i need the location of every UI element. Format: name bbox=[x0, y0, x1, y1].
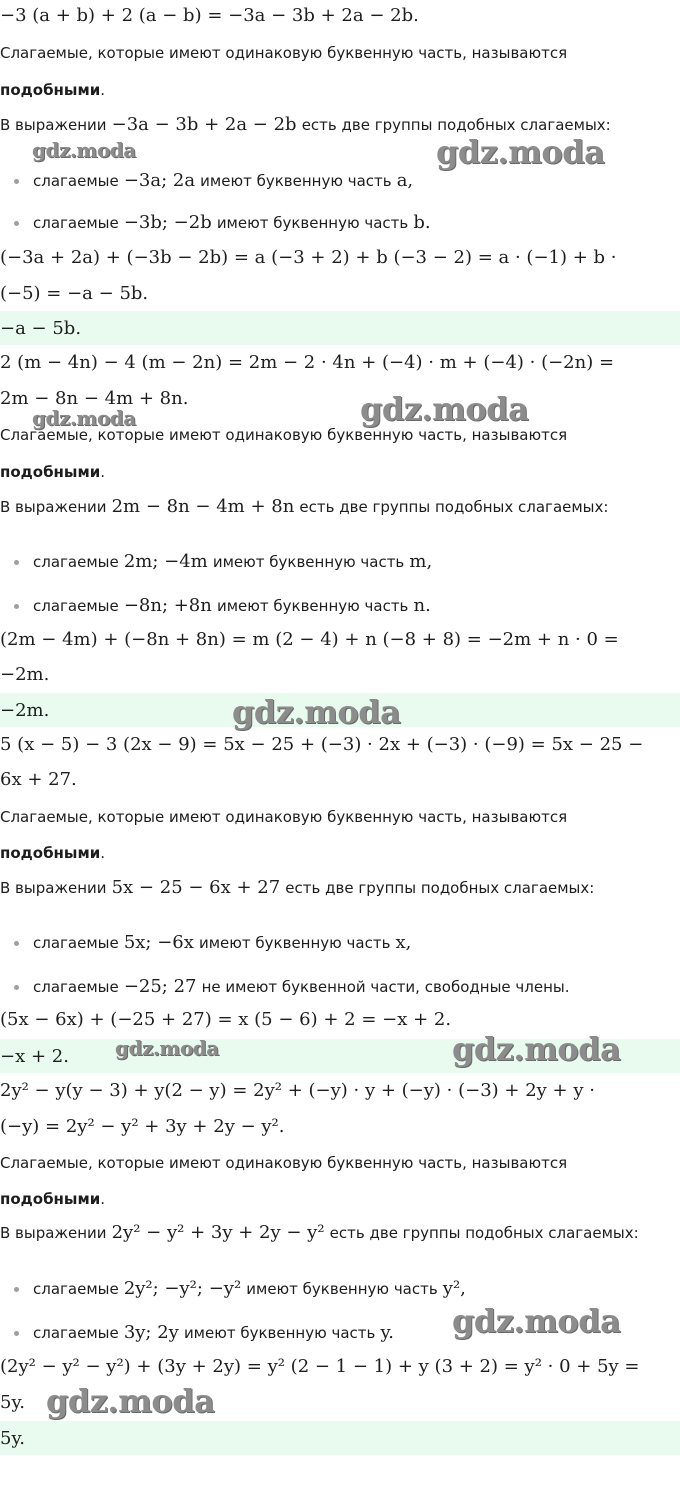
groups-expression: 2m − 8n − 4m + 8n bbox=[111, 496, 295, 517]
period: . bbox=[100, 81, 106, 99]
b4-groups-line bbox=[0, 1222, 680, 1243]
item-description: не имеют буквенной части, свободные члены. bbox=[201, 978, 570, 996]
groups-suffix: есть две группы подобных слагаемых: bbox=[301, 116, 611, 134]
b1-terms-definition: Слагаемые, которые имеют одинаковую буквенную часть, называются bbox=[0, 44, 568, 62]
watermark: gdz.moda bbox=[32, 406, 136, 430]
b2-similar-word bbox=[0, 463, 680, 481]
b2-groups-line bbox=[0, 496, 680, 517]
period: . bbox=[100, 844, 106, 862]
watermark: gdz.moda bbox=[452, 1302, 621, 1340]
item-variable: b. bbox=[413, 212, 431, 233]
similar-term: подобными bbox=[0, 81, 101, 99]
item-description: имеют буквенную часть bbox=[216, 214, 409, 232]
b1-expansion: −3 (a + b) + 2 (a − b) = −3a − 3b + 2a − 2b. bbox=[0, 5, 419, 26]
b1-grouping-line-1: (−3a + 2a) + (−3b − 2b) = a (−3 + 2) + b (−3 − 2) = a · (−1) + b · bbox=[0, 247, 617, 268]
b4-grouping-line-1: (2y² − y² − y²) + (3y + 2y) = y² (2 − 1 − 1) + y (3 + 2) = y² · 0 + 5y = bbox=[0, 1356, 640, 1377]
item-description: имеют буквенную часть bbox=[216, 597, 409, 615]
item-prefix: слагаемые bbox=[33, 172, 119, 190]
similar-term: подобными bbox=[0, 463, 101, 481]
item-variable: n. bbox=[413, 595, 431, 616]
groups-suffix: есть две группы подобных слагаемых: bbox=[285, 879, 595, 897]
item-variable: y², bbox=[442, 1278, 466, 1299]
b3-expansion-line-2: 6x + 27. bbox=[0, 769, 77, 790]
b3-answer: −x + 2. bbox=[0, 1046, 69, 1067]
b3-group-item-1 bbox=[0, 932, 680, 953]
watermark: gdz.moda bbox=[360, 390, 529, 428]
item-terms: −3b; −2b bbox=[123, 212, 212, 233]
item-prefix: слагаемые bbox=[33, 214, 119, 232]
b4-expansion-line-1: 2y² − y(y − 3) + y(2 − y) = 2y² + (−y) · y + (−y) · (−3) + 2y + y · bbox=[0, 1080, 595, 1101]
b4-similar-word bbox=[0, 1190, 680, 1208]
item-variable: y. bbox=[380, 1322, 394, 1343]
b4-answer: 5y. bbox=[0, 1428, 25, 1449]
watermark: gdz.moda bbox=[46, 1382, 215, 1420]
b1-answer: −a − 5b. bbox=[0, 318, 82, 339]
b4-answer-bar bbox=[0, 1421, 680, 1455]
item-prefix: слагаемые bbox=[33, 1324, 119, 1342]
groups-suffix: есть две группы подобных слагаемых: bbox=[329, 1224, 639, 1242]
bullet-icon bbox=[14, 604, 19, 609]
b3-groups-line bbox=[0, 877, 680, 898]
item-variable: m, bbox=[409, 551, 433, 572]
groups-prefix: В выражении bbox=[0, 1224, 107, 1242]
b4-group-item-1 bbox=[0, 1278, 680, 1299]
bullet-icon bbox=[14, 221, 19, 226]
b1-grouping-line-2: (−5) = −a − 5b. bbox=[0, 283, 149, 304]
b1-similar-word bbox=[0, 81, 680, 99]
item-prefix: слагаемые bbox=[33, 1280, 119, 1298]
groups-expression: −3a − 3b + 2a − 2b bbox=[111, 114, 297, 135]
item-description: имеют буквенную часть bbox=[183, 1324, 376, 1342]
bullet-icon bbox=[14, 941, 19, 946]
watermark: gdz.moda bbox=[115, 1036, 219, 1060]
bullet-icon bbox=[14, 179, 19, 184]
item-prefix: слагаемые bbox=[33, 978, 119, 996]
b3-terms-definition: Слагаемые, которые имеют одинаковую буквенную часть, называются bbox=[0, 808, 568, 826]
item-variable: x, bbox=[395, 932, 412, 953]
item-prefix: слагаемые bbox=[33, 553, 119, 571]
bullet-icon bbox=[14, 560, 19, 565]
b2-grouping-line-2: −2m. bbox=[0, 664, 50, 685]
groups-prefix: В выражении bbox=[0, 879, 107, 897]
b1-groups-line bbox=[0, 114, 680, 135]
item-description: имеют буквенную часть bbox=[198, 934, 391, 952]
groups-prefix: В выражении bbox=[0, 116, 107, 134]
bullet-icon bbox=[14, 985, 19, 990]
b2-group-item-1 bbox=[0, 551, 680, 572]
b3-group-item-2 bbox=[0, 976, 680, 997]
period: . bbox=[100, 1190, 106, 1208]
b2-terms-definition: Слагаемые, которые имеют одинаковую буквенную часть, называются bbox=[0, 426, 568, 444]
item-description: имеют буквенную часть bbox=[200, 172, 392, 190]
b2-grouping-line-1: (2m − 4m) + (−8n + 8n) = m (2 − 4) + n (−8 + 8) = −2m + n · 0 = bbox=[0, 629, 619, 650]
bullet-icon bbox=[14, 1331, 19, 1336]
similar-term: подобными bbox=[0, 844, 101, 862]
b3-grouping-line: (5x − 6x) + (−25 + 27) = x (5 − 6) + 2 = −x + 2. bbox=[0, 1009, 452, 1030]
b3-expansion-line-1: 5 (x − 5) − 3 (2x − 9) = 5x − 25 + (−3) · 2x + (−3) · (−9) = 5x − 25 − bbox=[0, 734, 644, 755]
groups-expression: 5x − 25 − 6x + 27 bbox=[111, 877, 281, 898]
period: . bbox=[100, 463, 106, 481]
b4-terms-definition: Слагаемые, которые имеют одинаковую буквенную часть, называются bbox=[0, 1154, 568, 1172]
watermark: gdz.moda bbox=[232, 693, 401, 731]
b1-group-item-2 bbox=[0, 212, 680, 233]
item-prefix: слагаемые bbox=[33, 934, 119, 952]
item-terms: 2y²; −y²; −y² bbox=[123, 1278, 242, 1299]
watermark: gdz.moda bbox=[32, 138, 136, 162]
item-terms: −3a; 2a bbox=[123, 170, 196, 191]
item-prefix: слагаемые bbox=[33, 597, 119, 615]
b3-similar-word bbox=[0, 844, 680, 862]
b2-group-item-2 bbox=[0, 595, 680, 616]
b2-answer: −2m. bbox=[0, 700, 50, 721]
bullet-icon bbox=[14, 1287, 19, 1292]
groups-suffix: есть две группы подобных слагаемых: bbox=[299, 498, 609, 516]
b4-expansion-line-2: (−y) = 2y² − y² + 3y + 2y − y². bbox=[0, 1116, 285, 1137]
b4-grouping-line-2: 5y. bbox=[0, 1392, 25, 1413]
watermark: gdz.moda bbox=[436, 133, 605, 171]
similar-term: подобными bbox=[0, 1190, 101, 1208]
b1-answer-bar bbox=[0, 311, 680, 345]
groups-expression: 2y² − y² + 3y + 2y − y² bbox=[111, 1222, 325, 1243]
item-terms: 3y; 2y bbox=[123, 1322, 179, 1343]
groups-prefix: В выражении bbox=[0, 498, 107, 516]
item-description: имеют буквенную часть bbox=[246, 1280, 438, 1298]
item-terms: 5x; −6x bbox=[123, 932, 194, 953]
b2-expansion-line-2: 2m − 8n − 4m + 8n. bbox=[0, 388, 189, 409]
item-variable: a, bbox=[396, 170, 414, 191]
item-terms: −8n; +8n bbox=[123, 595, 212, 616]
item-terms: −25; 27 bbox=[123, 976, 197, 997]
b2-expansion-line-1: 2 (m − 4n) − 4 (m − 2n) = 2m − 2 · 4n + (−4) · m + (−4) · (−2n) = bbox=[0, 352, 615, 373]
item-terms: 2m; −4m bbox=[123, 551, 208, 572]
b1-group-item-1 bbox=[0, 170, 680, 191]
item-description: имеют буквенную часть bbox=[212, 553, 405, 571]
watermark: gdz.moda bbox=[452, 1030, 621, 1068]
